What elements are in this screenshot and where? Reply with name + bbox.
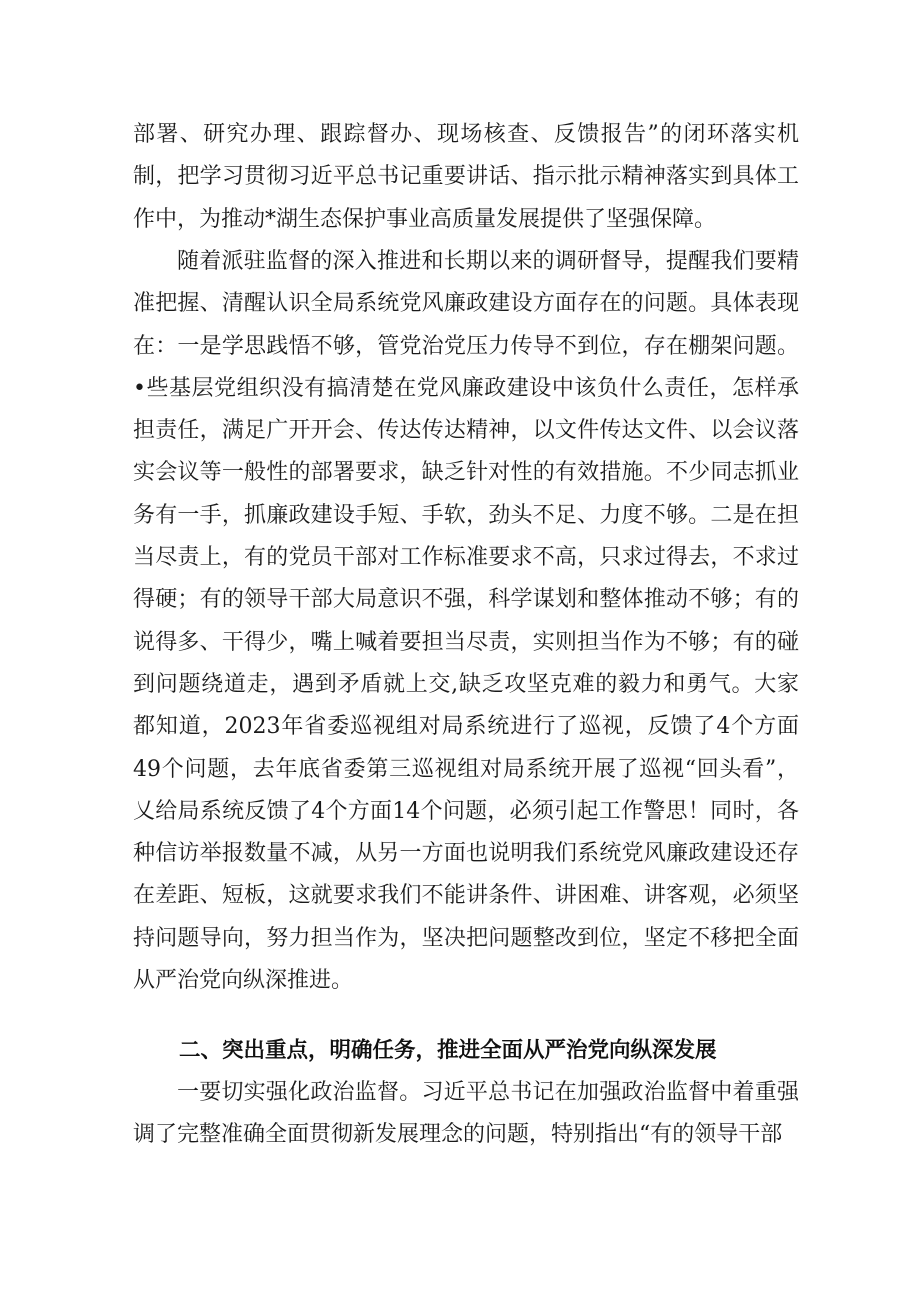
- section-heading: 二、突出重点，明确任务，推进全面从严治党向纵深发展: [179, 1038, 717, 1063]
- paragraph-political-supervision: 一要切实强化政治监督。习近平总书记在加强政治监督中着重强调了完整准确全面贯彻新发展理念的问题，特别指出“有的领导干部: [133, 1080, 799, 1148]
- paragraph-problems: 随着派驻监督的深入推进和长期以来的调研督导，提醒我们要精准把握、清醒认识全局系统党风廉政建设方面存在的问题。具体表现在：一是学思践悟不够，管党治党压力传导不到位，存在棚架问题。•些基层党组织没有搞清楚在党风廉政建设中该负什么责任，怎样承担责任，满足广开开会、传达传达精神，以文件传达文件、以会议落实会议等一般性的部署要求，缺乏针对性的有效措施。不少同志抓业务有一手，抓廉政建设手短、手软，劲头不足、力度不够。二是在担当尽责上，有的党员干部对工作标准要求不高，只求过得去，不求过得硬；有的领导干部大局意识不强，科学谋划和整体推动不够；有的说得多、干得少，嘴上喊着要担当尽责，实则担当作为不够；有的碰到问题绕道走，遇到矛盾就上交,缺乏攻坚克难的毅力和勇气。大家都知道，2023年省委巡视组对局系统进行了巡视，反馈了4个方面49个问题，去年底省委第三巡视组对局系统开展了巡视“回头看”，乂给局系统反馈了4个方面14个问题，必须引起工作警思！同时，各种信访举报数量不减，从另一方面也说明我们系统党风廉政建设还存在差距、短板，这就要求我们不能讲条件、讲困难、讲客观，必须坚持问题导向，努力担当作为，坚决把问题整改到位，坚定不移把全面从严治党向纵深推进。: [133, 249, 799, 994]
- paragraph-continued: 部署、研究办理、跟踪督办、现场核查、反馈报告”的闭环落实机制，把学习贯彻习近平总书记重要讲话、指示批示精神落实到具体工作中，为推动*湖生态保护事业高质量发展提供了坚强保障。: [133, 122, 799, 232]
